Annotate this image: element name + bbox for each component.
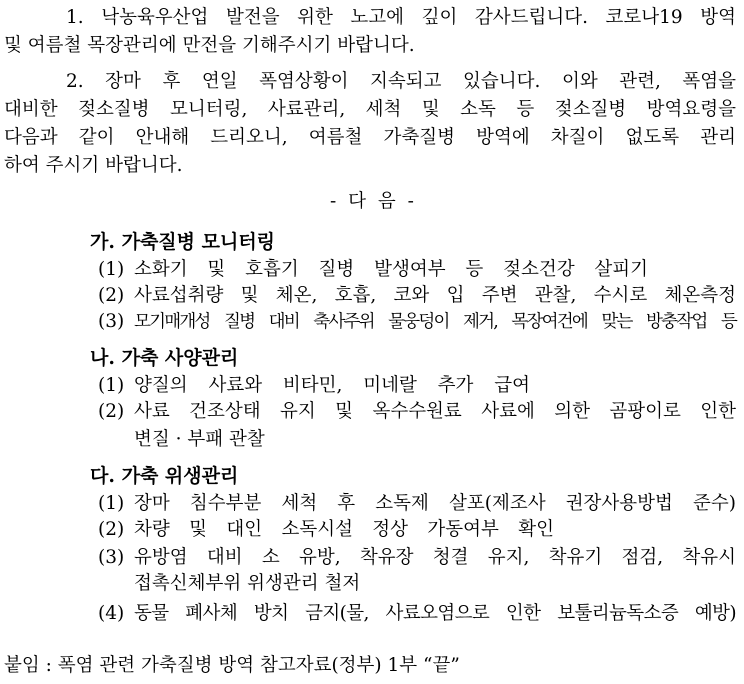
section-heading-feeding: 나. 가축 사양관리 — [90, 347, 239, 369]
item-text: 모기매개성 질병 대비 축사주위 물웅덩이 제거, 목장여건에 맞는 방충작업 등 — [134, 312, 736, 332]
item-number: (3) — [98, 311, 125, 332]
notice-divider: - 다 음 - — [330, 191, 414, 212]
paragraph-1-line-1: 1. 낙농육우산업 발전을 위한 노고에 깊이 감사드립니다. 코로나19 방역 — [66, 7, 736, 28]
item-number: (1) — [98, 259, 125, 280]
item-text: 사료섭취량 및 체온, 호흡, 코와 입 주변 관찰, 수시로 체온측정 — [134, 285, 736, 306]
item-text-continued: 변질 · 부패 관찰 — [134, 429, 265, 450]
item-text: 양질의 사료와 비타민, 미네랄 추가 급여 — [134, 375, 530, 396]
attachment-note: 붙임 : 폭염 관련 가축질병 방역 참고자료(정부) 1부 “끝” — [4, 655, 460, 676]
item-number: (1) — [98, 375, 125, 396]
paragraph-2-line-1: 2. 장마 후 연일 폭염상황이 지속되고 있습니다. 이와 관련, 폭염을 — [66, 71, 736, 92]
item-text-continued: 접촉신체부위 위생관리 철저 — [134, 573, 361, 594]
item-text: 동물 폐사체 방치 금지(물, 사료오염으로 인한 보툴리늄독소증 예방) — [134, 603, 736, 624]
item-text: 장마 침수부분 세척 후 소독제 살포(제조사 권장사용방법 준수) — [134, 493, 736, 514]
paragraph-1-line-2: 및 여름철 목장관리에 만전을 기해주시기 바랍니다. — [4, 35, 415, 56]
item-text: 사료 건조상태 유지 및 옥수수원료 사료에 의한 곰팡이로 인한 — [134, 401, 736, 422]
item-text: 소화기 및 호흡기 질병 발생여부 등 젖소건강 살피기 — [134, 259, 648, 280]
section-heading-hygiene: 다. 가축 위생관리 — [90, 465, 239, 487]
paragraph-2-line-3: 다음과 같이 안내해 드리오니, 여름철 가축질병 방역에 차질이 없도록 관리 — [4, 127, 736, 148]
paragraph-2-line-4: 하여 주시기 바랍니다. — [4, 155, 183, 176]
item-number: (2) — [98, 519, 125, 540]
item-text: 유방염 대비 소 유방, 착유장 청결 유지, 착유기 점검, 착유시 — [134, 547, 736, 568]
section-heading-monitoring: 가. 가축질병 모니터링 — [90, 231, 276, 253]
item-number: (4) — [98, 603, 125, 624]
paragraph-2-line-2: 대비한 젖소질병 모니터링, 사료관리, 세척 및 소독 등 젖소질병 방역요령을 — [4, 99, 736, 120]
item-text: 차량 및 대인 소독시설 정상 가동여부 확인 — [134, 519, 554, 540]
item-number: (2) — [98, 285, 125, 306]
item-number: (3) — [98, 547, 125, 568]
item-number: (2) — [98, 401, 125, 422]
item-number: (1) — [98, 493, 125, 514]
